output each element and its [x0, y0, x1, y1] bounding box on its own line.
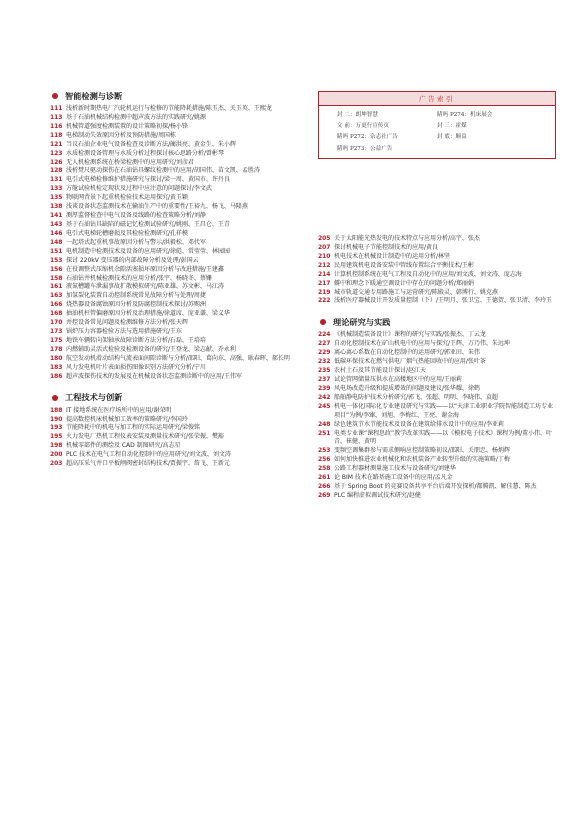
toc-entry[interactable] — [318, 447, 554, 456]
toc-page-number: 235 — [318, 367, 331, 375]
toc-entry-title: 风力发电机叶片表面损伤图像识别方法研究分析/宁川 — [66, 363, 206, 371]
toc-entry-title: 基于石油钻具缺陷的磁记忆检测试验研究/姚刚、王昌仑、王青 — [66, 220, 230, 228]
toc-entry-title: 僻中和理念下暖通空调设计中存在的问题分析/郑丽娟 — [334, 279, 474, 287]
toc-page-number: 123 — [50, 149, 63, 157]
toc-entry[interactable] — [50, 319, 304, 328]
toc-entry[interactable] — [50, 114, 304, 123]
ad-index-entry: 文 前：万更行宣传页 — [337, 123, 390, 130]
toc-entry[interactable] — [318, 358, 554, 367]
toc-page-number: 210 — [318, 252, 331, 260]
toc-page-number: 168 — [50, 310, 63, 318]
toc-page-number: 138 — [50, 203, 63, 211]
toc-entry[interactable] — [50, 346, 304, 355]
section-heading — [52, 90, 304, 102]
toc-page-number: 193 — [50, 424, 63, 432]
toc-page-number: 111 — [50, 105, 63, 112]
toc-entry-title: 浅析医疗器械设计开发质量控制（下）/王明月、张卫宝、王德贺、张卫清、李玲玉 — [334, 297, 552, 305]
toc-page-number: 178 — [50, 345, 63, 353]
toc-page-number: 239 — [318, 384, 331, 392]
ad-index-row — [337, 132, 547, 143]
toc-entry-title: 机电一体化国际化专业建设研究与实践——以“天津工业职业学院智能制造工坊专业项目”为例/李臻、刘旭、李梅红、王亮、谢金海 — [334, 402, 553, 419]
toc-entry-title: 农村土石及其节能设计探讨/赵江天 — [334, 367, 426, 375]
toc-page-number: 175 — [50, 336, 63, 344]
toc-entry-title: 浅析新时期热电厂汽轮机运行与检修的节能降耗措施/陈玉杰、关玉英、王熙龙 — [66, 105, 272, 112]
toc-entry[interactable] — [50, 433, 304, 442]
toc-page-number: 256 — [318, 456, 331, 464]
toc-entry-title: 地铁车辆转向架轴承故障诊断方法分析/石磊、王培培 — [66, 336, 206, 344]
toc-entry-title: 提高数控机床机械加工效率的策略研究/李国玲 — [66, 415, 188, 423]
section-heading — [320, 316, 554, 328]
toc-entry[interactable] — [318, 394, 554, 403]
toc-entry-title: 电机制造中检测技术及设备的应用研究/徐彪、常莹莹、林园园 — [66, 247, 230, 255]
toc-entry-title: 试论管网储量压供水在高楼地区中的应用/王丽莉 — [334, 375, 462, 383]
toc-page-number: 205 — [318, 235, 331, 242]
toc-page-number: 116 — [50, 122, 63, 130]
toc-entry[interactable] — [318, 492, 554, 501]
toc-entry-title: 如何加快推进农业机械化和农机装备产业转型升级的实施策略/丁梅 — [334, 456, 510, 464]
toc-page-number: 166 — [50, 301, 63, 309]
toc-page-number: 266 — [318, 483, 331, 491]
toc-entry-title: 《机械制造装备设计》课程的研究与实践/张振杰、丁云龙 — [334, 331, 486, 339]
toc-entry-title: 超声波探伤技术的发展及在机械设备状态监测诊断中的应用/王伟军 — [66, 372, 242, 380]
toc-entry[interactable] — [50, 460, 304, 469]
toc-page-number: 135 — [50, 194, 63, 202]
toc-page-number: 156 — [50, 265, 63, 273]
toc-entry[interactable] — [50, 248, 304, 257]
toc-entry-title: 变频空调集群参与需求侧响应控制策略初议/邵阳、关朋忠、杨炳辉 — [334, 447, 510, 455]
toc-entry-title: 低碳环保技术在燃气供电厂烟气热能回收中的应用/张叶茶 — [334, 358, 486, 366]
toc-entry[interactable] — [50, 221, 304, 230]
toc-entry-title: 电引式电梯轮槽磨损及其检验检测研究/孔祥模 — [66, 229, 188, 237]
toc-page-number: 251 — [318, 429, 331, 437]
toc-page-number: 200 — [50, 451, 63, 459]
toc-page-number: 131 — [50, 176, 63, 184]
toc-page-number: 158 — [50, 274, 63, 282]
toc-entry-title: 火力发电厂热机工程仪表安装及测量技术研究/张荣振、樊豁 — [66, 433, 224, 441]
toc-entry[interactable] — [318, 262, 554, 271]
toc-entry[interactable] — [50, 424, 304, 433]
toc-entry-title: 浅谈设备状态监测技术在输油生产中的重要性/王裕九、杨飞、马隆燕 — [66, 203, 248, 211]
toc-entry-title: 锅炉压力容器检验方法与选用措施研究/王东 — [66, 328, 182, 336]
toc-page-number: 242 — [318, 393, 331, 401]
toc-page-number: 207 — [318, 243, 331, 251]
toc-entry-title: 节能降耗中的机电与加工程的实际运用研究/梁俊铭 — [66, 424, 200, 432]
toc-entry-title: 离心离心系数在自动化控制中的运用研究/郭亚田、朱伟 — [334, 349, 480, 357]
toc-entry[interactable] — [50, 212, 304, 221]
toc-entry[interactable] — [50, 105, 304, 114]
toc-entry-title: 船舶静电防护技术分析研究/郭飞、张超、明明、李晓伟、袁超 — [334, 393, 498, 401]
toc-entry-title: 水质检测设备管理与水质分析过程探讨核心思路分析/曾彬琴 — [66, 149, 224, 157]
toc-page-number: 161 — [50, 283, 63, 291]
toc-entry[interactable] — [318, 297, 554, 306]
toc-page-number: 143 — [50, 220, 63, 228]
toc-entry[interactable] — [50, 442, 304, 451]
toc-entry-title: IT 接地系统在医疗场所中的应用/谢荣明 — [66, 406, 172, 414]
toc-entry-title: 电梯制动失效原因分析及预防措施/周国栋 — [66, 131, 176, 139]
toc-entry-title: 探讨机械电子节能控制技术的应用/黄良 — [334, 243, 438, 251]
toc-page-number: 258 — [318, 465, 331, 473]
toc-entry-title: 烧热器设备腐蚀原因分析及防腐控制技术探讨/苏赐洲 — [66, 301, 206, 309]
toc-page-number: 141 — [50, 212, 63, 220]
toc-page-number: 170 — [50, 319, 63, 327]
toc-page-number: 118 — [50, 131, 63, 139]
toc-entry[interactable] — [318, 235, 554, 244]
toc-entry-title: 论 BIM 技术在路基施工设备中的应用/孟凡金 — [334, 474, 453, 482]
toc-entry[interactable] — [318, 456, 554, 465]
toc-page-number: 146 — [50, 229, 63, 237]
toc-entry-title: 内燃辅助灵活式检验及检测设备的研究/王登龙、梁志献、乔永利 — [66, 345, 236, 353]
toc-entry[interactable] — [50, 310, 304, 319]
toc-entry[interactable] — [50, 407, 304, 416]
toc-page-number: 133 — [50, 185, 63, 193]
ad-index-entry: 睹吗 P274：机床展会 — [437, 112, 493, 118]
toc-entry-title: 机械零部件的测绘及 CAD 制图研究/高志星 — [66, 442, 181, 450]
toc-page-number: 224 — [318, 331, 331, 339]
toc-entry[interactable] — [50, 230, 304, 239]
ad-index-row — [337, 144, 547, 155]
ad-index-entry: 睹吗 P272：杂志社广告 — [337, 134, 398, 141]
section-title: 智能检测与诊断 — [65, 90, 123, 101]
toc-column-right — [318, 235, 554, 511]
toc-page-number: 183 — [50, 363, 63, 371]
toc-entry[interactable] — [318, 385, 554, 394]
ad-index-box — [318, 91, 556, 159]
toc-page-number: 212 — [318, 261, 331, 269]
toc-entry-title: 基于石油机械结构检测中超声波方法的实践研究/姚源 — [66, 113, 206, 121]
toc-page-number: 248 — [318, 420, 331, 428]
ad-index-row — [337, 110, 547, 121]
toc-entry[interactable] — [318, 271, 554, 280]
toc-entry-title: 无人机检测系统在桥梁检测中的应用研究/刘彦君 — [66, 158, 194, 166]
toc-entry[interactable] — [50, 266, 304, 275]
ad-index-row — [337, 121, 547, 132]
toc-entry-title: 并控设备常见问题及检测维修方法分析/张天辉 — [66, 319, 188, 327]
toc-entry[interactable] — [50, 239, 304, 248]
toc-entry[interactable] — [50, 337, 304, 346]
toc-entry[interactable] — [50, 373, 304, 382]
toc-entry-title: PLC 技术在电气工程自动化控制中的应用研究/刘文波、刘文涛 — [66, 451, 231, 459]
toc-entry[interactable] — [318, 376, 554, 385]
ad-index-entry: 封 二：朗坤智慧 — [337, 112, 378, 118]
toc-page-number: 261 — [318, 474, 331, 482]
toc-page-number: 245 — [318, 402, 331, 410]
section-intelligent-detection — [50, 90, 304, 382]
toc-entry[interactable] — [50, 185, 304, 194]
toc-entry[interactable] — [50, 203, 304, 212]
toc-page-number: 163 — [50, 292, 63, 300]
toc-page-number: 222 — [318, 297, 331, 305]
toc-page-number: 186 — [50, 372, 63, 380]
toc-page-number: 195 — [50, 433, 63, 441]
toc-entry[interactable] — [318, 367, 554, 376]
toc-page-number: 217 — [318, 279, 331, 287]
toc-entry[interactable] — [50, 364, 304, 373]
toc-page-number: 113 — [50, 113, 63, 121]
section-theory-practice — [318, 316, 554, 501]
toc-entry[interactable] — [50, 150, 304, 159]
toc-entry-title: 风电场改造升级和提质增效的问题及建议/张华耀、徐鹤 — [334, 384, 480, 392]
section-title: 工程技术与创新 — [65, 392, 123, 403]
toc-entry-title: PLC 编程虚拟调试技术研究/赵健 — [334, 491, 421, 499]
toc-page-number: 188 — [50, 406, 63, 414]
section-title: 理论研究与实践 — [333, 316, 391, 327]
toc-entry-title: 机电技术在机械设计制造中的运用分析/林坚 — [334, 252, 450, 260]
toc-entry[interactable] — [50, 301, 304, 310]
toc-entry[interactable] — [50, 451, 304, 460]
toc-entry[interactable] — [50, 257, 304, 266]
toc-entry[interactable] — [318, 253, 554, 262]
toc-entry-title: 关于太阳能光热发电的技术特点与应用分析/高宇、张杰 — [334, 235, 480, 242]
ad-index-entry: 封 底：顺益 — [437, 134, 467, 141]
section-engineering-technology-cont — [318, 235, 554, 306]
toc-entry[interactable] — [318, 403, 554, 421]
toc-entry-title: 在役调整式压缩机余隙活塞损坏原因分析与改进措施/王建鑫 — [66, 265, 224, 273]
toc-entry-title: 计算机控制系统在电气工程及自动化中的应用/刘文波、刘文涛、庞志海 — [334, 270, 522, 278]
toc-entry[interactable] — [318, 331, 554, 340]
toc-page-number: 232 — [318, 358, 331, 366]
toc-entry[interactable] — [318, 465, 554, 474]
toc-column-left — [50, 90, 304, 479]
toc-entry[interactable] — [50, 141, 304, 150]
toc-page-number: 203 — [50, 460, 63, 468]
toc-page-number: 253 — [318, 447, 331, 455]
toc-page-number: 148 — [50, 238, 63, 246]
toc-entry-title: 电引式电梯检修维护措施研究与探讨/梁一周、黄国市、许丹良 — [66, 176, 230, 184]
toc-entry-title: 液氮槽罐车泄漏事故扩散模拟研究/陈亚雄、苏文彬、马江涛 — [66, 283, 224, 291]
ad-index-list — [337, 110, 547, 155]
toc-entry[interactable] — [318, 244, 554, 253]
toc-entry[interactable] — [318, 474, 554, 483]
toc-entry[interactable] — [50, 123, 304, 132]
toc-entry[interactable] — [318, 280, 554, 289]
ad-index-header — [319, 92, 555, 106]
toc-entry[interactable] — [318, 430, 554, 448]
section-engineering-technology — [50, 392, 304, 469]
toc-entry-title: 绿色建筑节水节能技术及设备在建筑给排水设计中的应用/李亚莉 — [334, 420, 504, 428]
toc-entry[interactable] — [50, 132, 304, 141]
toc-entry-title: 超高压采气井口平板闸阀密封结构技术/贾振宇、詹飞、王新元 — [66, 460, 230, 468]
toc-entry[interactable] — [318, 483, 554, 492]
toc-entry[interactable] — [50, 328, 304, 337]
toc-page-number: 151 — [50, 247, 63, 255]
toc-entry-title: 方舱试验机检定现状及过程中应注意的问题探讨/李文武 — [66, 185, 212, 193]
toc-entry[interactable] — [50, 292, 304, 301]
section-bullet-icon — [52, 395, 58, 401]
toc-page-number: 214 — [318, 270, 331, 278]
toc-entry-title: 城市轨道交通专用路施工与运营研究/陈殿灵、韩博行、姚克燕 — [334, 288, 498, 296]
ad-index-entry: 睹吗 P273：公益广告 — [337, 145, 393, 152]
toc-entry[interactable] — [318, 340, 554, 349]
toc-page-number: 237 — [318, 375, 331, 383]
toc-entry-title: 基于 Spring Boot 的竞赛设备共享平台后端开发探析/都腾凯、解佳慧、陈杰 — [334, 483, 537, 491]
toc-entry[interactable] — [318, 421, 554, 430]
toc-page-number: 153 — [50, 256, 63, 264]
toc-page-number: 219 — [318, 288, 331, 296]
toc-entry-title: 抽油机杆管偏磨原因分析及治理措施/徐道席、庞亚谦、梁义华 — [66, 310, 230, 318]
toc-page-number: 121 — [50, 140, 63, 148]
toc-entry-title: 当议石油企业电气设备检查及诊断方法/蔺洪亮、黄金生、朱小辉 — [66, 140, 236, 148]
toc-entry-title: 公路工程器材测量施工技术与设备研究/刘建华 — [334, 465, 456, 473]
section-bullet-icon — [320, 319, 326, 325]
toc-entry[interactable] — [50, 194, 304, 203]
section-bullet-icon — [52, 93, 58, 99]
toc-page-number: 227 — [318, 340, 331, 348]
toc-entry-title: 航空发动机滑动结构气流表面间隙诊断与分析/邵阳、葛向东、高强、耿春晖、郝长明 — [66, 354, 290, 362]
toc-entry-title: 物联网背景下起重机检验技术运用探究/黄玉颖 — [66, 194, 188, 202]
toc-page-number: 198 — [50, 442, 63, 450]
toc-page-number: 126 — [50, 158, 63, 166]
ad-index-title: 广告索引 — [419, 95, 455, 103]
toc-page-number: 180 — [50, 354, 63, 362]
toc-page-number: 190 — [50, 415, 63, 423]
toc-page-number: 269 — [318, 491, 331, 499]
toc-entry[interactable] — [50, 176, 304, 185]
toc-entry-title: 测厚监督检查中电气设备及线路的检查策略分析/刘静 — [66, 212, 206, 220]
toc-entry-title: 民用建筑机电设备安装中管线布置综合平衡技术/王彬 — [334, 261, 474, 269]
section-heading — [52, 392, 304, 404]
toc-page-number: 173 — [50, 328, 63, 336]
ad-index-entry: 封 三：霍煤 — [437, 123, 467, 130]
toc-page-number: 128 — [50, 167, 63, 175]
toc-entry-title: 石油钻井机械检测技术的应用分析/张宇、杨晓冬、蔡姗 — [66, 274, 212, 282]
toc-page-number: 229 — [318, 349, 331, 357]
toc-entry-title: 一起塔式起重机事故原因分析与警示/洪毅松、邓代军 — [66, 238, 206, 246]
toc-entry[interactable] — [50, 355, 304, 364]
toc-entry-title: 机械管道强度检测装置的设计策略初探/杨小锋 — [66, 122, 188, 130]
toc-entry-title: 自动化控制技术在矿山机电中的应用与探究/王辉、万乃伟、朱远坤 — [334, 340, 510, 348]
toc-entry[interactable] — [318, 349, 554, 358]
toc-entry-title: 浅析焚尺驱动探伤在石油钻具螺纹检测中的应用/胡国伟、苗文凯、孟胜涛 — [66, 167, 260, 175]
toc-entry-title: 加氢裂化装置自动控制系统常见故障分析与处理/周捷 — [66, 292, 206, 300]
toc-entry-title: 探讨 220kV 变压器的内部故障分析及处理/彭国云 — [66, 256, 199, 264]
toc-entry-title: 电类专业课“课程思政”教学改革实践——以《模拟电子技术》课程为例/董小伟、叶青、崔健、黄明 — [334, 429, 553, 446]
